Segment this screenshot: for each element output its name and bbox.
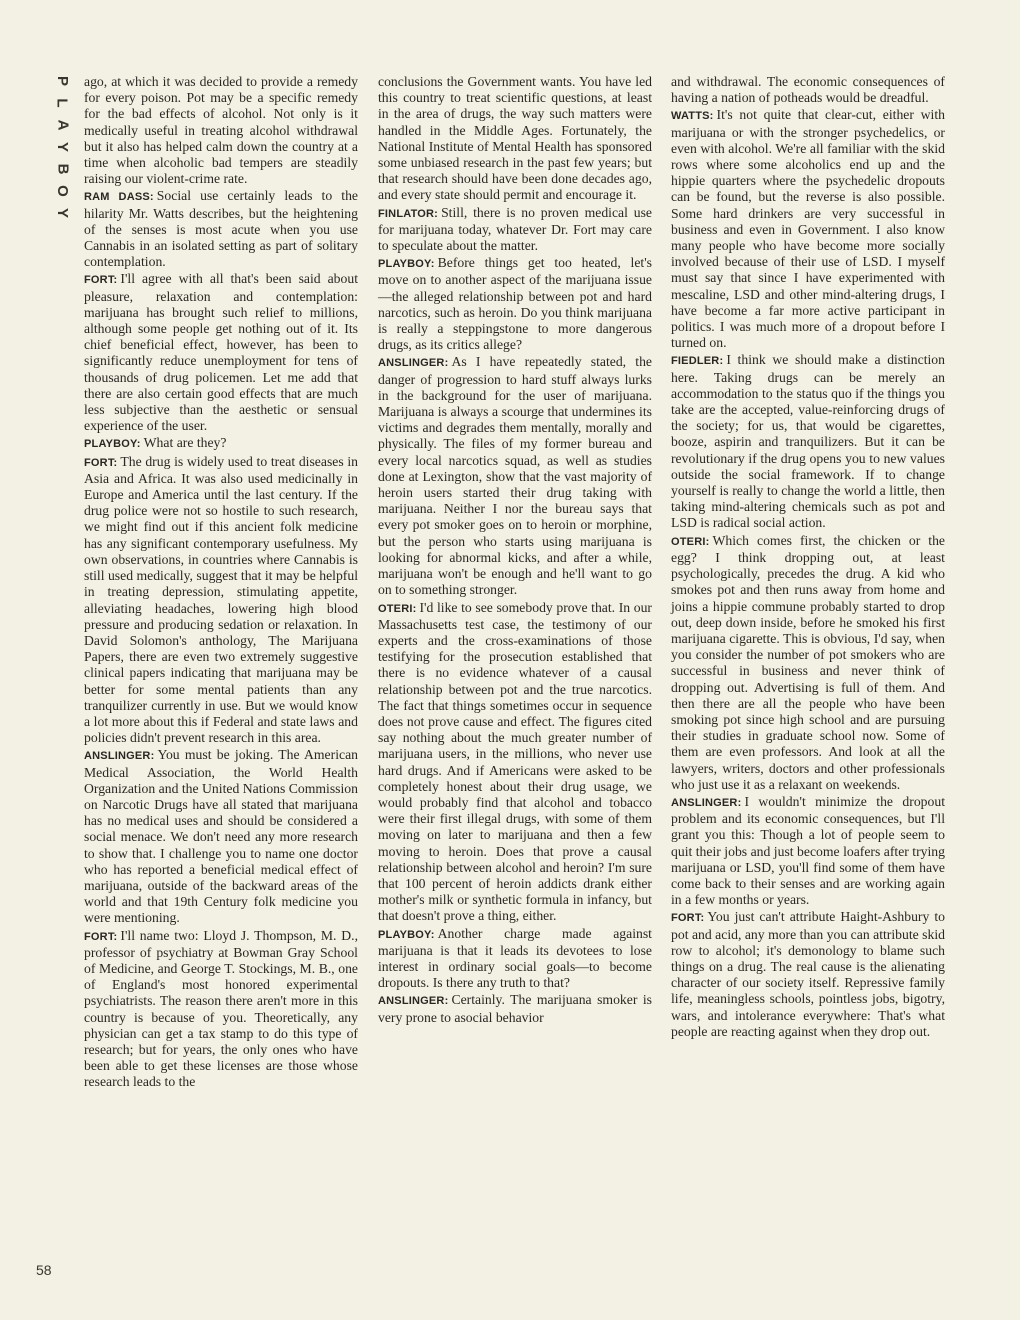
paragraph-text: and withdrawal. The economic consequences of having a nation of potheads would be dreadful. (671, 74, 945, 106)
text-column-3 (671, 74, 945, 1040)
paragraph (378, 74, 652, 204)
paragraph (378, 926, 652, 992)
text-column-2 (378, 74, 652, 1026)
paragraph-text: You just can't attribute Haight-Ashbury to pot and acid, any more than you can attribute skid row to alcohol; it's demonology to blame such things on a drug. The real cause is the alienating character of our society itself. Repressive family life, meaningless schools, pointless jobs, bigotry, wars, and intolerance everywhere: That's what people are reacting against when they drop out. (671, 909, 945, 1039)
masthead-letter: Y (53, 141, 71, 153)
paragraph-text: I'd like to see somebody prove that. In our Massachusetts test case, the testimony of our experts and the cross-examinations of those testifying for the prosecution established that there is no evidence whatever of a causal relationship between pot and the true narcotics. The fact that things sometimes occur in sequence does not prove cause and effect. The figures cited say nothing about the much greater number of marijuana users, in the millions, who never use hard drugs. And if Americans were asked to be completely honest about their drug usage, we would probably find that alcohol and tobacco were their first illegal drugs, with some of them moving on later to marijuana and then a few moving to heroin. Does that prove a causal relationship between alcohol and heroin? I'm sure that 100 percent of heroin addicts drank either mother's milk or synthetic formula in infancy, but that doesn't prove a thing, either. (378, 599, 652, 924)
paragraph-text: It's not quite that clear-cut, either with marijuana or with the stronger psychedelics, or even with alcohol. We're all familiar with the skid rows where some alcoholics end up and the hippie quarters where the psychedelic dropouts can be found, but the reverse is also possible. Some hard drinkers are very successful in business and even in Government. I also know many people who have become more socially involved because of their use of LSD. I myself must say that since I have experimented with mescaline, LSD and other mind-altering drugs, I have become a far more active participant in politics. I was much more of a dropout before I turned on. (671, 107, 945, 351)
paragraph (378, 354, 652, 598)
paragraph (671, 107, 945, 351)
masthead-vertical (50, 70, 74, 224)
paragraph-text: Another charge made against marijuana is that it leads its devotees to lose interest in ordinary social goals—to become dropouts. Is there any truth to that? (378, 925, 652, 991)
paragraph (671, 533, 945, 793)
paragraph-text: conclusions the Government wants. You have led this country to treat scientific questions, at least in the area of drugs, the way such matters were handled in the Middle Ages. Fortunately, the National Institute of Mental Health has sponsored some unbiased research in the past few years; but that research should have been done decades ago, and every state should permit and encourage it. (378, 74, 652, 203)
paragraph (84, 928, 358, 1091)
masthead-letter: Y (53, 207, 71, 219)
paragraph-text: What are they? (143, 435, 227, 451)
masthead-letter: P (53, 75, 71, 87)
paragraph (84, 271, 358, 434)
masthead-letter: L (53, 98, 71, 108)
speaker-label: FIEDLER: (671, 355, 724, 368)
speaker-label: PLAYBOY: (378, 258, 435, 271)
speaker-label: FORT: (671, 912, 705, 925)
speaker-label: FINLATOR: (378, 207, 439, 220)
speaker-label: FORT: (84, 274, 118, 287)
paragraph-text: I wouldn't minimize the dropout problem and its economic consequences, but I'll grant you this: Though a lot of people seem to quit their jobs and just become loafers after trying marijuana or LSD, you'll find some of them have come back to their senses and are working again in a few months or years. (671, 793, 945, 908)
page-number: 58 (36, 1262, 52, 1278)
speaker-label: ANSLINGER: (671, 796, 742, 809)
speaker-label: PLAYBOY: (378, 928, 435, 941)
speaker-label: WATTS: (671, 110, 714, 123)
paragraph-text: Certainly. The marijuana smoker is very prone to asocial behavior (378, 992, 652, 1025)
paragraph (84, 454, 358, 747)
masthead-letter: A (54, 119, 71, 131)
paragraph (671, 74, 945, 106)
paragraph-text: Before things get too heated, let's move on to another aspect of the marijuana issue—the alleged relationship between pot and hard narcotics, such as heroin. Do you think marijuana is really a steppingstone to more dangerous drugs, as its critics allege? (378, 255, 652, 353)
speaker-label: OTERI: (671, 535, 710, 548)
paragraph-text: As I have repeatedly stated, the danger of progression to hard stuff always lurks in the background for the user of marijuana. Marijuana is always a scourge that undermines its victims and degrades them mentally, morally and physically. The files of my former bureau and every local narcotics squad, as well as studies done at Lexington, show that the vast majority of heroin users started their drug taking with marijuana. Neither I nor the bureau says that every pot smoker goes on to heroin or morphine, but the person who starts using marijuana is looking for abnormal kicks, and after a while, marijuana won't be enough and he'll want to go on to something stronger. (378, 354, 652, 598)
paragraph (671, 352, 945, 531)
speaker-label: ANSLINGER: (378, 357, 449, 370)
speaker-label: ANSLINGER: (84, 750, 155, 763)
paragraph (378, 600, 652, 925)
paragraph (378, 992, 652, 1025)
speaker-label: ANSLINGER: (378, 995, 449, 1008)
paragraph-text: Still, there is no proven medical use for marijuana today, whatever Dr. Fort may care to speculate about the matter. (378, 204, 652, 254)
paragraph-text: I'll name two: Lloyd J. Thompson, M. D., professor of psychiatry at Bowman Gray School of Medicine, and George T. Stockings, M. B., one of England's most honored experimental psychiatrists. The reason there aren't more in this country is because of you. Theoretically, any physician can get a tax stamp to do this type of research; but for years, the only ones who have been able to get these licenses are those whose research leads to the (84, 927, 358, 1090)
masthead-letter: B (54, 163, 71, 175)
paragraph-text: ago, at which it was decided to provide a remedy for every poison. Pot may be a specific remedy for the bad effects of alcohol. Not only is it medically useful in treating alcohol withdrawal but it also has helped calm down the country at a time when alcoholic bad tempers are steadily raising our violent-crime rate. (84, 74, 358, 187)
speaker-label: RAM DASS: (84, 191, 154, 204)
paragraph (378, 255, 652, 353)
paragraph-text: The drug is widely used to treat diseases in Asia and Africa. It was also used medicinally in Europe and America until the last century. If the drug police were not so hostile to such research, we might find out if this ancient folk medicine has any significant contemporary usefulness. My own observations, in countries where Cannabis is still used medically, suggest that it may be helpful in treating depression, stimulating appetite, alleviating headaches, lowering high blood pressure and producing sedation or relaxation. In David Solomon's anthology, The Marijuana Papers, there are even two extremely suggestive clinical papers indicating that marijuana may be better for some mental patients than any tranquilizer currently in use. But we would know a lot more about this if Federal and state laws and policies didn't prevent research in this area. (84, 453, 358, 746)
speaker-label: OTERI: (378, 602, 417, 615)
paragraph-text: Which comes first, the chicken or the egg? I think dropping out, at least psychologically, precedes the drug. A kid who smokes pot and then runs away from home and joins a hippie commune probably started to drop out, deep down inside, before he smoked his first marijuana cigarette. This is obvious, I'd say, when you consider the number of pot smokers who are successful in business and never think of dropping out. Advertising is full of them. And then there are all the people who have been smoking pot since high school and are pursuing their studies in graduate school now. Some of them are even professors. And look at all the lawyers, writers, doctors and other professionals who just use it as a relaxant on weekends. (671, 532, 945, 792)
speaker-label: PLAYBOY: (84, 438, 141, 451)
speaker-label: FORT: (84, 930, 118, 943)
paragraph-text: You must be joking. The American Medical Association, the World Health Organization and the United Nations Commission on Narcotic Drugs have all stated that marijuana has no medical uses and should be considered a social menace. We don't need any more research to show that. I challenge you to name one doctor who has reported a beneficial medical effect of marijuana, outside of the backward areas of the world and that 19th Century folk medicine you were mentioning. (84, 747, 358, 926)
masthead-letter: O (53, 185, 71, 197)
paragraph (84, 188, 358, 270)
paragraph-text: Social use certainly leads to the hilarity Mr. Watts describes, but the heightening of the senses is most acute when you use Cannabis in an isolated setting as part of solitary contemplation. (84, 188, 358, 270)
paragraph (84, 435, 358, 452)
paragraph (378, 205, 652, 255)
paragraph (84, 74, 358, 187)
text-column-1 (84, 74, 358, 1091)
paragraph (671, 909, 945, 1040)
paragraph-text: I think we should make a distinction here. Taking drugs can be merely an accommodation to the status quo if the things you take are the accepted, value-reinforcing drugs of the society; for us, that would be cigarettes, booze, aspirin and tranquilizers. But it can be revolutionary if the drug opens you to new values outside the social framework. If to change yourself is really to change the world a little, then taking mind-altering chemicals such as pot and LSD is radical social action. (671, 352, 945, 531)
paragraph (84, 747, 358, 926)
paragraph-text: I'll agree with all that's been said about pleasure, relaxation and contemplation: marijuana has brought such relief to millions, although some people get nothing out of it. Its chief beneficial effect, however, has been to significantly reduce unemployment for tens of thousands of drug policemen. Let me add that there are also certain good effects that are much less subjective than the aesthetic or sensual experience of the user. (84, 271, 358, 434)
paragraph (671, 794, 945, 908)
speaker-label: FORT: (84, 456, 118, 469)
